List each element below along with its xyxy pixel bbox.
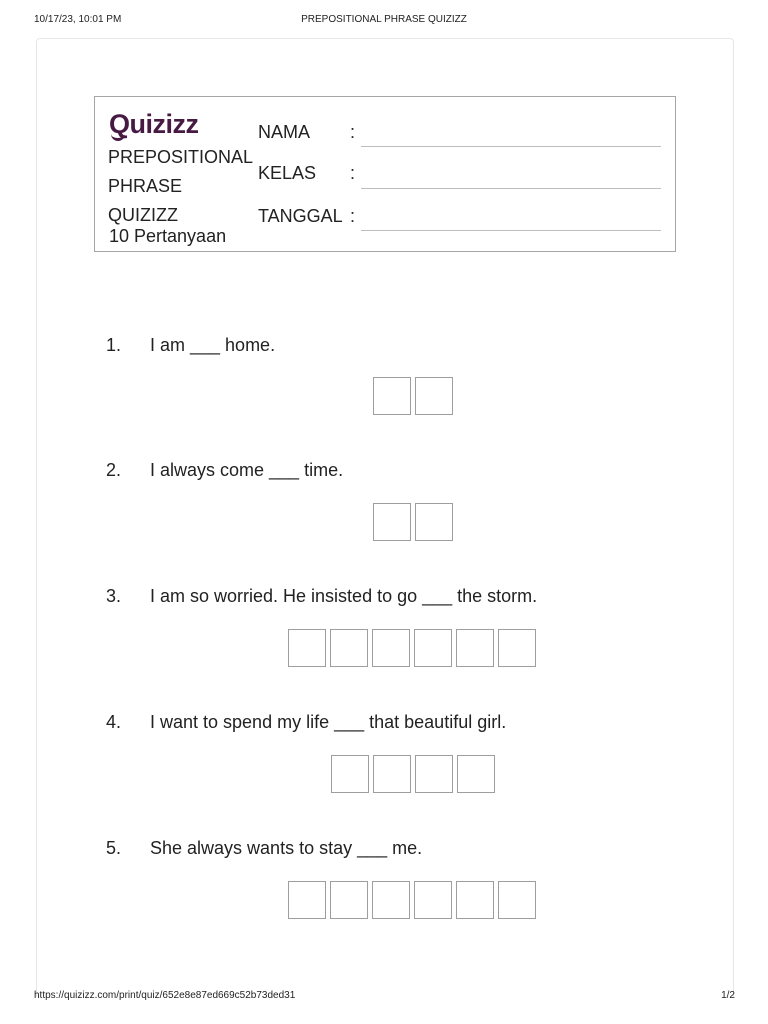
answer-letter-box[interactable] [414, 881, 452, 919]
answer-letter-box[interactable] [415, 377, 453, 415]
question-text: I am ___ home. [150, 335, 276, 355]
kelas-label: KELAS [258, 163, 317, 183]
page-number: 1/2 [721, 990, 735, 1001]
question-text: I want to spend my life ___ that beautiful girl. [150, 712, 507, 732]
question-number: 3. [106, 586, 122, 606]
answer-letter-box[interactable] [373, 377, 411, 415]
question-number: 4. [106, 712, 122, 732]
print-doc-title: PREPOSITIONAL PHRASE QUIZIZZ [301, 14, 467, 25]
answer-letter-box[interactable] [330, 881, 368, 919]
question-text: She always wants to stay ___ me. [150, 838, 423, 858]
quiz-title-line: QUIZIZZ [108, 205, 178, 225]
quizizz-logo [109, 111, 199, 138]
answer-boxes [373, 503, 455, 541]
logo-swoosh-icon [111, 134, 125, 141]
answer-boxes [288, 629, 538, 667]
question-number: 2. [106, 460, 122, 480]
question-text: I always come ___ time. [150, 460, 344, 480]
question-number: 1. [106, 335, 122, 355]
question-text: I am so worried. He insisted to go ___ the storm. [150, 586, 538, 606]
quiz-title-line: PREPOSITIONAL [108, 147, 254, 167]
answer-letter-box[interactable] [372, 629, 410, 667]
answer-letter-box[interactable] [498, 629, 536, 667]
answer-boxes [288, 881, 538, 919]
answer-letter-box[interactable] [415, 503, 453, 541]
logo-text: Quizizz [109, 109, 199, 139]
answer-letter-box[interactable] [331, 755, 369, 793]
question-number: 5. [106, 838, 122, 858]
answer-letter-box[interactable] [456, 881, 494, 919]
answer-letter-box[interactable] [373, 503, 411, 541]
print-datetime: 10/17/23, 10:01 PM [34, 14, 122, 25]
answer-letter-box[interactable] [498, 881, 536, 919]
answer-letter-box[interactable] [373, 755, 411, 793]
answer-boxes [331, 755, 497, 793]
kelas-colon: : [350, 163, 356, 183]
student-info-box [94, 96, 676, 252]
answer-letter-box[interactable] [372, 881, 410, 919]
nama-field[interactable] [361, 146, 661, 147]
answer-letter-box[interactable] [330, 629, 368, 667]
print-url[interactable]: https://quizizz.com/print/quiz/652e8e87ed669c52b73ded31 [34, 990, 296, 1001]
answer-letter-box[interactable] [456, 629, 494, 667]
nama-label: NAMA [258, 122, 311, 142]
tanggal-field[interactable] [361, 230, 661, 231]
nama-colon: : [350, 122, 356, 142]
answer-letter-box[interactable] [288, 629, 326, 667]
answer-letter-box[interactable] [457, 755, 495, 793]
tanggal-label: TANGGAL [258, 206, 343, 226]
quiz-title-line: PHRASE [108, 176, 183, 196]
answer-letter-box[interactable] [288, 881, 326, 919]
kelas-field[interactable] [361, 188, 661, 189]
answer-letter-box[interactable] [415, 755, 453, 793]
question-count: 10 Pertanyaan [109, 226, 227, 246]
answer-letter-box[interactable] [414, 629, 452, 667]
tanggal-colon: : [350, 206, 356, 226]
quiz-title [108, 143, 268, 230]
answer-boxes [373, 377, 455, 415]
